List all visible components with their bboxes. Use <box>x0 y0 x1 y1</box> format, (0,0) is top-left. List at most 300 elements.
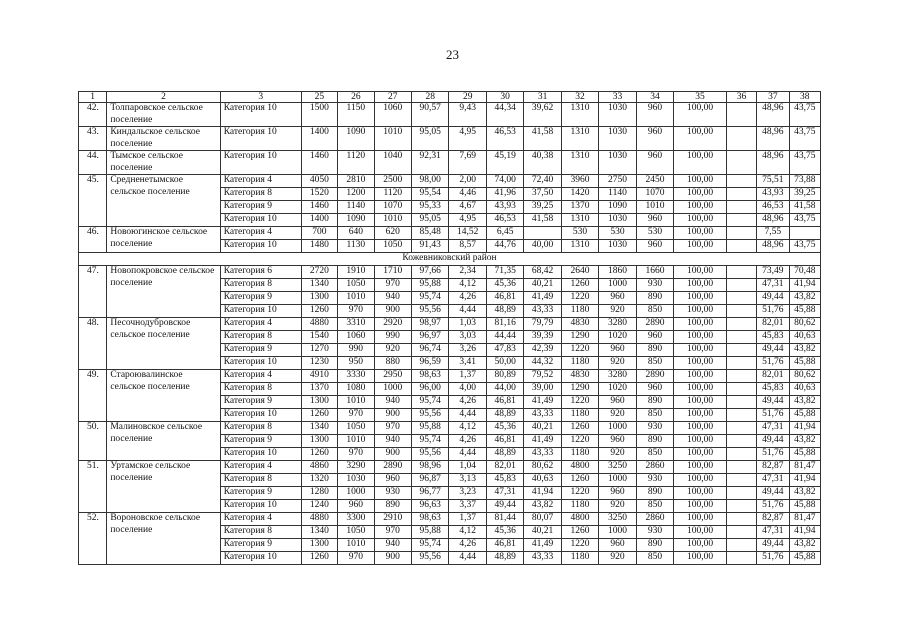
value-cell: 890 <box>636 344 673 357</box>
settlement-name: Киндальское сельское поселение <box>107 127 220 151</box>
category-cell: Категория 8 <box>220 383 301 396</box>
settlement-name: Вороновское сельское поселение <box>107 513 220 565</box>
value-cell: 45,36 <box>486 526 523 539</box>
table-row <box>79 103 821 127</box>
row-number: 51. <box>79 461 107 513</box>
value-cell: 95,56 <box>412 448 449 461</box>
value-cell: 1140 <box>599 188 636 201</box>
value-cell: 43,82 <box>789 435 820 448</box>
value-cell: 1010 <box>338 435 374 448</box>
value-cell: 2860 <box>636 461 673 474</box>
value-cell: 42,39 <box>524 344 561 357</box>
value-cell: 960 <box>636 383 673 396</box>
value-cell: 4,12 <box>449 279 486 292</box>
value-cell: 43,75 <box>789 151 820 175</box>
settlement-name: Тымское сельское поселение <box>107 151 220 175</box>
value-cell: 1030 <box>599 214 636 227</box>
value-cell: 100,00 <box>674 331 727 344</box>
header-cell: 26 <box>338 92 374 103</box>
value-cell: 82,01 <box>757 370 789 383</box>
value-cell: 1500 <box>301 103 337 127</box>
value-cell: 100,00 <box>674 422 727 435</box>
district-row <box>79 253 821 266</box>
header-row <box>79 92 821 103</box>
value-cell: 100,00 <box>674 500 727 513</box>
table-row <box>79 127 821 151</box>
value-cell: 47,31 <box>757 474 789 487</box>
value-cell: 1230 <box>301 357 337 370</box>
value-cell: 95,88 <box>412 422 449 435</box>
value-cell: 46,53 <box>486 127 523 151</box>
table-row <box>79 318 821 331</box>
value-cell: 1020 <box>599 331 636 344</box>
settlement-name: Новопокровское сельское поселение <box>107 266 220 318</box>
value-cell: 1180 <box>561 448 598 461</box>
category-cell: Категория 4 <box>220 513 301 526</box>
table-row <box>79 370 821 383</box>
value-cell: 81,47 <box>789 513 820 526</box>
value-cell: 43,93 <box>757 188 789 201</box>
value-cell: 4,44 <box>449 448 486 461</box>
value-cell: 96,59 <box>412 357 449 370</box>
value-cell <box>726 526 756 539</box>
value-cell: 81,47 <box>789 461 820 474</box>
value-cell <box>726 435 756 448</box>
value-cell: 1,03 <box>449 318 486 331</box>
value-cell: 48,96 <box>757 214 789 227</box>
value-cell: 1020 <box>599 383 636 396</box>
value-cell: 1010 <box>338 539 374 552</box>
data-table <box>78 91 821 565</box>
value-cell: 1030 <box>338 474 374 487</box>
value-cell: 97,66 <box>412 266 449 279</box>
value-cell: 8,57 <box>449 240 486 253</box>
value-cell: 100,00 <box>674 175 727 188</box>
value-cell: 890 <box>636 396 673 409</box>
value-cell: 41,49 <box>524 539 561 552</box>
value-cell: 45,88 <box>789 409 820 422</box>
settlement-name: Староювалинское сельское поселение <box>107 370 220 422</box>
value-cell: 48,96 <box>757 240 789 253</box>
value-cell: 100,00 <box>674 279 727 292</box>
value-cell: 1220 <box>561 396 598 409</box>
value-cell: 1220 <box>561 435 598 448</box>
value-cell: 1400 <box>301 127 337 151</box>
value-cell: 4,95 <box>449 214 486 227</box>
value-cell: 41,49 <box>524 292 561 305</box>
category-cell: Категория 10 <box>220 448 301 461</box>
value-cell: 880 <box>374 357 411 370</box>
value-cell: 960 <box>636 214 673 227</box>
category-cell: Категория 8 <box>220 188 301 201</box>
value-cell <box>726 188 756 201</box>
value-cell: 4,67 <box>449 201 486 214</box>
value-cell: 1200 <box>338 188 374 201</box>
value-cell: 1520 <box>301 188 337 201</box>
value-cell: 41,58 <box>524 214 561 227</box>
value-cell: 920 <box>599 552 636 565</box>
value-cell: 95,54 <box>412 188 449 201</box>
value-cell: 1180 <box>561 409 598 422</box>
header-cell: 2 <box>107 92 220 103</box>
value-cell: 40,21 <box>524 422 561 435</box>
value-cell: 4,12 <box>449 422 486 435</box>
value-cell: 47,31 <box>486 487 523 500</box>
value-cell: 1260 <box>561 279 598 292</box>
header-cell: 27 <box>374 92 411 103</box>
value-cell: 1220 <box>561 487 598 500</box>
value-cell: 970 <box>338 448 374 461</box>
value-cell: 990 <box>338 344 374 357</box>
value-cell: 49,44 <box>757 435 789 448</box>
value-cell: 1300 <box>301 396 337 409</box>
value-cell: 4,26 <box>449 539 486 552</box>
value-cell <box>726 370 756 383</box>
value-cell: 960 <box>599 292 636 305</box>
value-cell: 1180 <box>561 305 598 318</box>
value-cell: 41,49 <box>524 396 561 409</box>
value-cell: 1300 <box>301 292 337 305</box>
value-cell: 1090 <box>338 127 374 151</box>
value-cell <box>726 292 756 305</box>
value-cell: 1030 <box>599 127 636 151</box>
value-cell: 1080 <box>338 383 374 396</box>
value-cell: 46,81 <box>486 539 523 552</box>
value-cell: 98,96 <box>412 461 449 474</box>
category-cell: Категория 8 <box>220 279 301 292</box>
settlement-name: Средненетымское сельское поселение <box>107 175 220 227</box>
value-cell: 620 <box>374 227 411 240</box>
value-cell: 920 <box>374 344 411 357</box>
value-cell: 85,48 <box>412 227 449 240</box>
settlement-name: Песочнодубровское сельское поселение <box>107 318 220 370</box>
value-cell: 100,00 <box>674 292 727 305</box>
value-cell: 850 <box>636 409 673 422</box>
value-cell: 74,00 <box>486 175 523 188</box>
value-cell: 1,04 <box>449 461 486 474</box>
category-cell: Категория 8 <box>220 331 301 344</box>
settlement-name: Уртамское сельское поселение <box>107 461 220 513</box>
value-cell: 100,00 <box>674 526 727 539</box>
value-cell: 45,88 <box>789 448 820 461</box>
value-cell: 4800 <box>561 461 598 474</box>
value-cell: 100,00 <box>674 151 727 175</box>
value-cell: 49,44 <box>757 292 789 305</box>
value-cell: 530 <box>561 227 598 240</box>
value-cell: 95,88 <box>412 279 449 292</box>
value-cell: 920 <box>599 409 636 422</box>
value-cell: 920 <box>599 448 636 461</box>
value-cell: 100,00 <box>674 305 727 318</box>
value-cell: 49,44 <box>757 344 789 357</box>
value-cell: 51,76 <box>757 500 789 513</box>
value-cell: 96,74 <box>412 344 449 357</box>
value-cell: 3280 <box>599 370 636 383</box>
value-cell: 1290 <box>561 383 598 396</box>
value-cell <box>726 422 756 435</box>
value-cell: 960 <box>636 240 673 253</box>
value-cell: 100,00 <box>674 396 727 409</box>
value-cell: 1040 <box>374 151 411 175</box>
value-cell <box>726 396 756 409</box>
value-cell: 3300 <box>338 513 374 526</box>
value-cell: 4830 <box>561 318 598 331</box>
value-cell: 48,96 <box>757 151 789 175</box>
value-cell: 3,23 <box>449 487 486 500</box>
value-cell: 960 <box>636 331 673 344</box>
value-cell: 44,32 <box>524 357 561 370</box>
value-cell: 2720 <box>301 266 337 279</box>
value-cell: 2890 <box>636 318 673 331</box>
value-cell <box>726 331 756 344</box>
value-cell: 100,00 <box>674 214 727 227</box>
value-cell: 1910 <box>338 266 374 279</box>
value-cell: 40,00 <box>524 240 561 253</box>
value-cell: 39,25 <box>789 188 820 201</box>
value-cell: 1420 <box>561 188 598 201</box>
value-cell: 43,82 <box>789 539 820 552</box>
value-cell: 4,26 <box>449 292 486 305</box>
value-cell: 1130 <box>338 240 374 253</box>
value-cell: 49,44 <box>757 487 789 500</box>
value-cell: 960 <box>636 127 673 151</box>
value-cell: 1260 <box>301 409 337 422</box>
value-cell: 4910 <box>301 370 337 383</box>
value-cell: 40,63 <box>789 331 820 344</box>
value-cell: 96,00 <box>412 383 449 396</box>
value-cell: 1370 <box>561 201 598 214</box>
value-cell: 1660 <box>636 266 673 279</box>
value-cell: 46,53 <box>486 214 523 227</box>
value-cell: 43,82 <box>789 344 820 357</box>
value-cell: 43,33 <box>524 305 561 318</box>
value-cell: 1060 <box>338 331 374 344</box>
value-cell: 95,56 <box>412 409 449 422</box>
value-cell: 100,00 <box>674 227 727 240</box>
value-cell: 41,96 <box>486 188 523 201</box>
value-cell: 970 <box>338 305 374 318</box>
value-cell: 44,34 <box>486 103 523 127</box>
value-cell: 1460 <box>301 201 337 214</box>
value-cell: 890 <box>636 292 673 305</box>
value-cell: 49,44 <box>757 539 789 552</box>
value-cell: 3,37 <box>449 500 486 513</box>
value-cell: 900 <box>374 552 411 565</box>
category-cell: Категория 8 <box>220 422 301 435</box>
value-cell <box>726 103 756 127</box>
value-cell: 1180 <box>561 552 598 565</box>
value-cell: 39,00 <box>524 383 561 396</box>
category-cell: Категория 4 <box>220 461 301 474</box>
value-cell: 96,77 <box>412 487 449 500</box>
value-cell: 1310 <box>561 103 598 127</box>
value-cell: 4880 <box>301 318 337 331</box>
value-cell: 940 <box>374 396 411 409</box>
value-cell: 1000 <box>599 279 636 292</box>
value-cell: 850 <box>636 305 673 318</box>
value-cell: 40,21 <box>524 279 561 292</box>
value-cell: 1070 <box>636 188 673 201</box>
category-cell: Категория 4 <box>220 370 301 383</box>
value-cell: 1220 <box>561 344 598 357</box>
value-cell: 98,97 <box>412 318 449 331</box>
value-cell <box>726 127 756 151</box>
value-cell: 900 <box>374 409 411 422</box>
value-cell: 4,26 <box>449 435 486 448</box>
category-cell: Категория 4 <box>220 175 301 188</box>
value-cell: 970 <box>374 526 411 539</box>
settlement-name: Толпаровское сельское поселение <box>107 103 220 127</box>
value-cell: 95,33 <box>412 201 449 214</box>
value-cell <box>726 383 756 396</box>
value-cell: 850 <box>636 448 673 461</box>
value-cell: 1000 <box>599 474 636 487</box>
value-cell: 1,37 <box>449 370 486 383</box>
value-cell: 51,76 <box>757 409 789 422</box>
header-cell: 25 <box>301 92 337 103</box>
value-cell: 95,56 <box>412 552 449 565</box>
value-cell: 1010 <box>374 127 411 151</box>
category-cell: Категория 10 <box>220 357 301 370</box>
row-number: 48. <box>79 318 107 370</box>
value-cell: 49,44 <box>486 500 523 513</box>
value-cell: 96,63 <box>412 500 449 513</box>
value-cell: 950 <box>338 357 374 370</box>
value-cell: 82,01 <box>757 318 789 331</box>
category-cell: Категория 10 <box>220 500 301 513</box>
header-cell: 38 <box>789 92 820 103</box>
value-cell: 7,55 <box>757 227 789 240</box>
value-cell: 4,12 <box>449 526 486 539</box>
value-cell: 43,75 <box>789 240 820 253</box>
value-cell: 46,81 <box>486 396 523 409</box>
value-cell: 970 <box>338 409 374 422</box>
value-cell: 1070 <box>374 201 411 214</box>
value-cell: 1180 <box>561 357 598 370</box>
value-cell: 960 <box>599 435 636 448</box>
value-cell: 70,48 <box>789 266 820 279</box>
value-cell: 890 <box>636 487 673 500</box>
value-cell <box>726 448 756 461</box>
value-cell: 48,89 <box>486 448 523 461</box>
value-cell: 80,62 <box>789 370 820 383</box>
value-cell: 3,26 <box>449 344 486 357</box>
value-cell: 45,88 <box>789 357 820 370</box>
value-cell: 44,44 <box>486 331 523 344</box>
value-cell: 890 <box>374 500 411 513</box>
value-cell: 960 <box>599 396 636 409</box>
value-cell: 43,33 <box>524 409 561 422</box>
value-cell: 1340 <box>301 279 337 292</box>
value-cell: 930 <box>374 487 411 500</box>
value-cell: 3330 <box>338 370 374 383</box>
value-cell <box>726 409 756 422</box>
value-cell: 1120 <box>338 151 374 175</box>
header-cell: 35 <box>674 92 727 103</box>
value-cell: 4800 <box>561 513 598 526</box>
table-row <box>79 422 821 435</box>
value-cell: 50,00 <box>486 357 523 370</box>
value-cell: 960 <box>636 103 673 127</box>
value-cell: 1220 <box>561 539 598 552</box>
value-cell: 1090 <box>599 201 636 214</box>
value-cell: 14,52 <box>449 227 486 240</box>
value-cell: 100,00 <box>674 318 727 331</box>
value-cell: 530 <box>636 227 673 240</box>
value-cell: 49,44 <box>757 396 789 409</box>
value-cell: 45,88 <box>789 305 820 318</box>
value-cell: 1480 <box>301 240 337 253</box>
value-cell: 80,07 <box>524 513 561 526</box>
value-cell: 530 <box>599 227 636 240</box>
value-cell: 3250 <box>599 513 636 526</box>
value-cell <box>726 357 756 370</box>
value-cell: 39,25 <box>524 201 561 214</box>
value-cell: 1280 <box>301 487 337 500</box>
value-cell: 1310 <box>561 151 598 175</box>
value-cell: 100,00 <box>674 188 727 201</box>
value-cell: 970 <box>338 552 374 565</box>
row-number: 45. <box>79 175 107 227</box>
value-cell: 1260 <box>301 448 337 461</box>
value-cell: 890 <box>636 435 673 448</box>
value-cell: 960 <box>338 500 374 513</box>
value-cell <box>726 214 756 227</box>
value-cell: 1320 <box>301 474 337 487</box>
row-number: 49. <box>79 370 107 422</box>
value-cell: 1710 <box>374 266 411 279</box>
value-cell: 75,51 <box>757 175 789 188</box>
settlement-name: Новоюгинское сельское поселение <box>107 227 220 253</box>
value-cell: 1050 <box>374 240 411 253</box>
category-cell: Категория 9 <box>220 201 301 214</box>
value-cell: 890 <box>636 539 673 552</box>
value-cell: 930 <box>636 422 673 435</box>
value-cell: 100,00 <box>674 370 727 383</box>
value-cell <box>726 240 756 253</box>
value-cell: 1050 <box>338 526 374 539</box>
value-cell: 43,75 <box>789 103 820 127</box>
value-cell: 100,00 <box>674 103 727 127</box>
value-cell: 100,00 <box>674 435 727 448</box>
value-cell <box>524 227 561 240</box>
value-cell: 1260 <box>301 552 337 565</box>
value-cell: 40,21 <box>524 526 561 539</box>
category-cell: Категория 9 <box>220 487 301 500</box>
value-cell: 45,19 <box>486 151 523 175</box>
value-cell: 43,75 <box>789 214 820 227</box>
value-cell: 2,00 <box>449 175 486 188</box>
value-cell <box>726 305 756 318</box>
value-cell: 2450 <box>636 175 673 188</box>
value-cell: 940 <box>374 539 411 552</box>
value-cell: 43,82 <box>789 487 820 500</box>
value-cell: 100,00 <box>674 448 727 461</box>
value-cell: 39,39 <box>524 331 561 344</box>
value-cell: 930 <box>636 474 673 487</box>
value-cell: 1400 <box>301 214 337 227</box>
value-cell: 82,87 <box>757 461 789 474</box>
value-cell: 960 <box>599 539 636 552</box>
value-cell: 73,49 <box>757 266 789 279</box>
value-cell <box>726 344 756 357</box>
value-cell: 1120 <box>374 188 411 201</box>
category-cell: Категория 6 <box>220 266 301 279</box>
value-cell: 96,97 <box>412 331 449 344</box>
value-cell: 1370 <box>301 383 337 396</box>
value-cell <box>726 461 756 474</box>
value-cell: 900 <box>374 448 411 461</box>
